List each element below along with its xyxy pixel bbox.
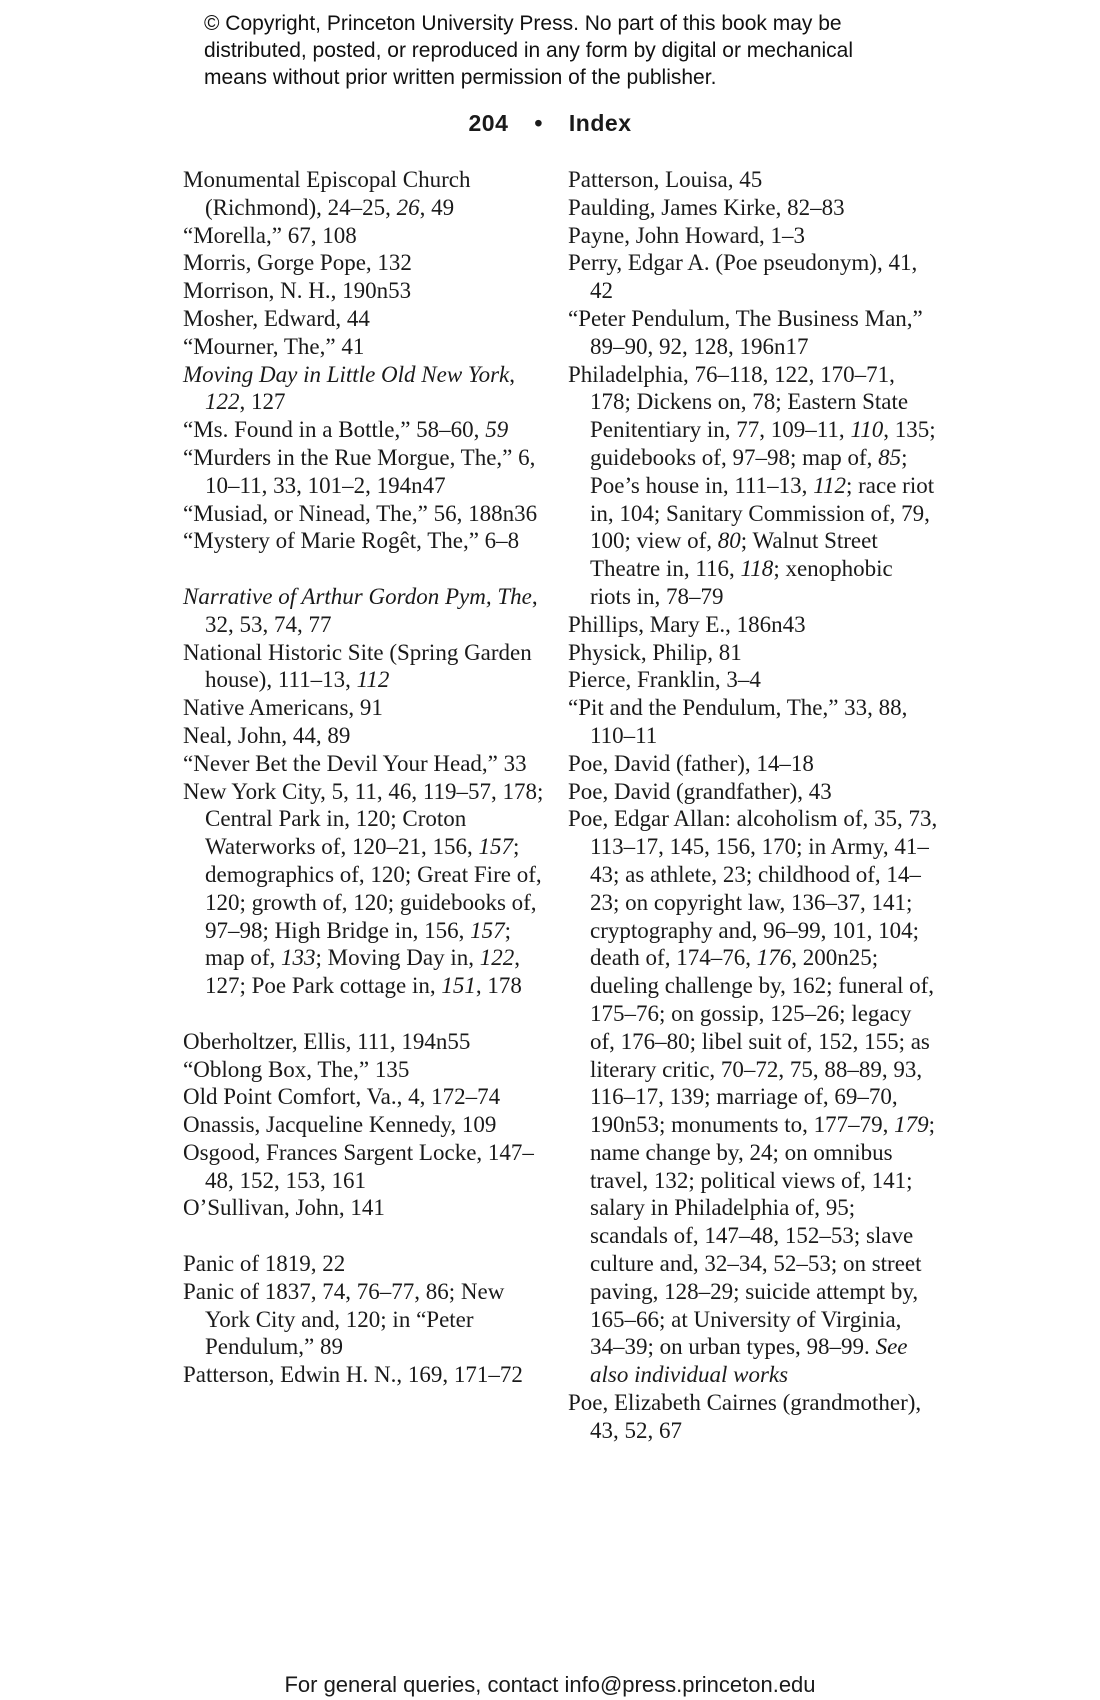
index-entry: Mosher, Edward, 44 [183,305,370,331]
letter-group-gap [183,1000,553,1028]
index-entry: O’Sullivan, John, 141 [183,1195,385,1221]
index-entry: Philadelphia, 76–118, 122, 170–71, 178; Dickens on, 78; Eastern State Penitentiary in, 77, 109–11, 110, 135; guidebooks of, 97–98; map of, 85; Poe’s house in, 111–13, 112; race riot in, 104; Sanitary Commission of, 79, 100; view of, 80; Walnut Street Theatre in, 116, 118; xenophobic riots in, 78–79 [568,361,936,609]
running-head [0,110,1100,137]
index-entry: “Never Bet the Devil Your Head,” 33 [183,750,527,776]
index-entry: New York City, 5, 11, 46, 119–57, 178; Central Park in, 120; Croton Waterworks of, 120–21, 156, 157; demographics of, 120; Great Fire of, 120; growth of, 120; guidebooks of, 97–98; High Bridge in, 156, 157; map of, 133; Moving Day in, 122, 127; Poe Park cottage in, 151, 178 [183,778,544,999]
footer-contact: For general queries, contact info@press.princeton.edu [284,1672,816,1697]
index-entry: “Mourner, The,” 41 [183,333,365,359]
index-entry: Poe, David (father), 14–18 [568,750,814,776]
bullet-separator: • [534,110,543,136]
index-entry: Phillips, Mary E., 186n43 [568,611,806,637]
copyright-line-3: means without prior written permission of the publisher. [204,66,717,89]
letter-group-gap [183,555,553,583]
index-entry: “Pit and the Pendulum, The,” 33, 88, 110–11 [568,695,908,748]
index-entry: Monumental Episcopal Church (Richmond), 24–25, 26, 49 [183,167,471,220]
page-number: 204 [468,110,509,136]
index-entry: Morris, Gorge Pope, 132 [183,250,412,276]
index-entry: Narrative of Arthur Gordon Pym, The, 32, 53, 74, 77 [183,583,538,637]
index-entry: Moving Day in Little Old New York, 122, 127 [183,361,516,415]
index-entry: Onassis, Jacqueline Kennedy, 109 [183,1112,497,1138]
index-entry: Patterson, Edwin H. N., 169, 171–72 [183,1362,523,1388]
index-entry: Old Point Comfort, Va., 4, 172–74 [183,1084,501,1110]
index-entry: Paulding, James Kirke, 82–83 [568,194,845,220]
index-entry: “Oblong Box, The,” 135 [183,1056,410,1082]
section-title: Index [568,110,632,136]
index-entry: “Musiad, or Ninead, The,” 56, 188n36 [183,500,538,526]
index-entry: Native Americans, 91 [183,695,383,721]
copyright-line-1: © Copyright, Princeton University Press. No part of this book may be [204,12,842,35]
index-entry: “Morella,” 67, 108 [183,222,357,248]
index-entry: “Murders in the Rue Morgue, The,” 6, 10–11, 33, 101–2, 194n47 [183,444,536,498]
index-column-right [568,166,938,1445]
index-column-left [183,166,553,1389]
letter-group-gap [183,1222,553,1250]
index-entry: Poe, Edgar Allan: alcoholism of, 35, 73, 113–17, 145, 156, 170; in Army, 41–43; as athlete, 23; childhood of, 14–23; on copyright law, 136–37, 141; cryptography and, 96–99, 101, 104; death of, 174–76, 176, 200n25; dueling challenge by, 162; funeral of, 175–76; on gossip, 125–26; legacy of, 176–80; libel suit of, 152, 155; as literary critic, 70–72, 75, 88–89, 93, 116–17, 139; marriage of, 69–70, 190n53; monuments to, 177–79, 179; name change by, 24; on omnibus travel, 132; political views of, 141; salary in Philadelphia of, 95; scandals of, 147–48, 152–53; slave culture and, 32–34, 52–53; on street paving, 128–29; suicide attempt by, 165–66; at University of Virginia, 34–39; on urban types, 98–99. See also individual works [568,806,938,1388]
index-entry: Payne, John Howard, 1–3 [568,222,805,248]
index-entry: Perry, Edgar A. (Poe pseudonym), 41, 42 [568,250,918,304]
index-entry: Panic of 1837, 74, 76–77, 86; New York City and, 120; in “Peter Pendulum,” 89 [183,1278,505,1360]
copyright-line-2: distributed, posted, or reproduced in any form by digital or mechanical [204,39,854,62]
index-entry: Panic of 1819, 22 [183,1251,346,1277]
index-entry: Morrison, N. H., 190n53 [183,278,412,304]
index-entry: Patterson, Louisa, 45 [568,167,763,192]
index-entry: National Historic Site (Spring Garden house), 111–13, 112 [183,639,532,693]
index-entry: Pierce, Franklin, 3–4 [568,667,761,693]
index-entry: “Ms. Found in a Bottle,” 58–60, 59 [183,417,509,443]
index-entry: Poe, Elizabeth Cairnes (grandmother), 43, 52, 67 [568,1390,922,1443]
index-entry: Osgood, Frances Sargent Locke, 147–48, 152, 153, 161 [183,1139,534,1193]
index-entry: Poe, David (grandfather), 43 [568,778,832,804]
index-entry: Oberholtzer, Ellis, 111, 194n55 [183,1028,471,1054]
copyright-notice [204,10,924,91]
index-entry: Physick, Philip, 81 [568,639,742,665]
index-entry: Neal, John, 44, 89 [183,722,351,748]
index-entry: “Mystery of Marie Rogêt, The,” 6–8 [183,528,520,554]
index-entry: “Peter Pendulum, The Business Man,” 89–90, 92, 128, 196n17 [568,305,923,359]
